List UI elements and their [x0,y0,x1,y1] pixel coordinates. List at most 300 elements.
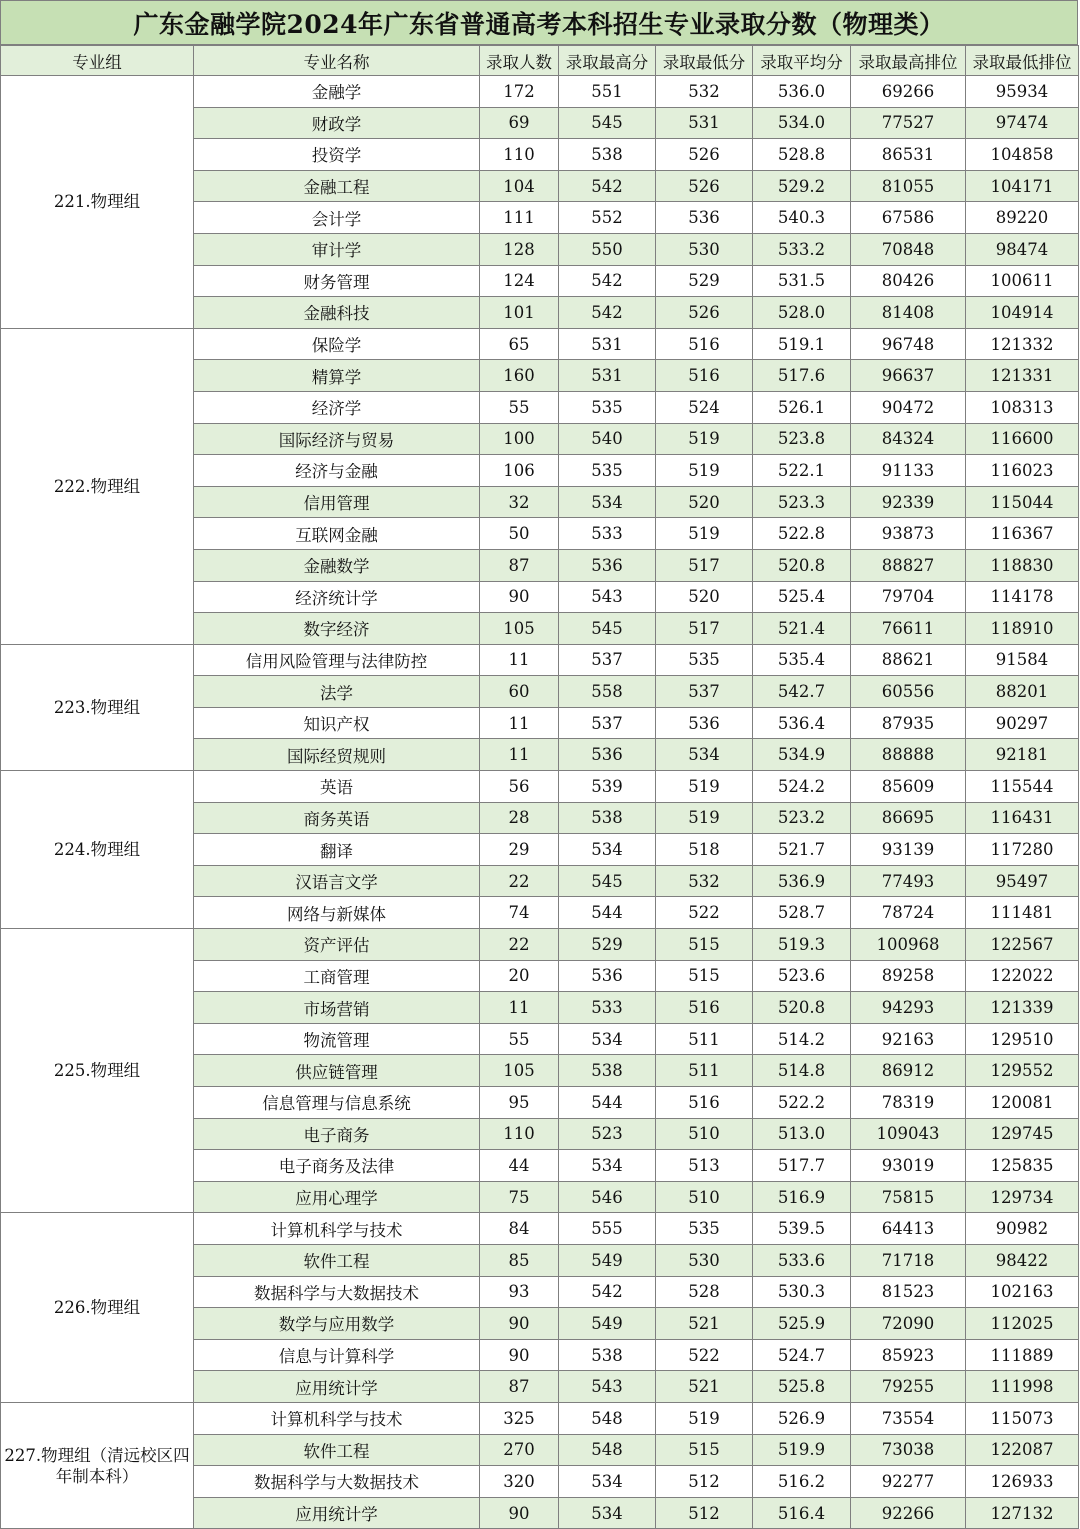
value-cell: 102163 [966,1276,1079,1308]
value-cell: 523 [559,1118,656,1150]
value-cell: 104171 [966,170,1079,202]
value-cell: 93019 [851,1150,966,1182]
major-name-cell: 信息管理与信息系统 [194,1087,480,1119]
major-name-cell: 计算机科学与技术 [194,1402,480,1434]
major-name-cell: 金融科技 [194,297,480,329]
value-cell: 539.5 [753,1213,851,1245]
value-cell: 521.7 [753,834,851,866]
value-cell: 521 [656,1308,753,1340]
value-cell: 542 [559,170,656,202]
value-cell: 97474 [966,107,1079,139]
value-cell: 11 [480,739,559,771]
value-cell: 514.8 [753,1055,851,1087]
value-cell: 116023 [966,455,1079,487]
value-cell: 522.8 [753,518,851,550]
value-cell: 320 [480,1466,559,1498]
value-cell: 510 [656,1181,753,1213]
value-cell: 105 [480,1055,559,1087]
value-cell: 525.4 [753,581,851,613]
value-cell: 531 [559,328,656,360]
value-cell: 519 [656,455,753,487]
value-cell: 526 [656,139,753,171]
major-name-cell: 电子商务 [194,1118,480,1150]
value-cell: 160 [480,360,559,392]
major-name-cell: 金融工程 [194,170,480,202]
major-name-cell: 财政学 [194,107,480,139]
value-cell: 117280 [966,834,1079,866]
value-cell: 515 [656,929,753,961]
value-cell: 518 [656,834,753,866]
value-cell: 530 [656,233,753,265]
value-cell: 535 [656,644,753,676]
value-cell: 71718 [851,1244,966,1276]
value-cell: 549 [559,1308,656,1340]
value-cell: 520 [656,486,753,518]
value-cell: 67586 [851,202,966,234]
major-name-cell: 英语 [194,771,480,803]
value-cell: 93873 [851,518,966,550]
value-cell: 75815 [851,1181,966,1213]
value-cell: 69 [480,107,559,139]
value-cell: 100611 [966,265,1079,297]
value-cell: 96637 [851,360,966,392]
value-cell: 129552 [966,1055,1079,1087]
value-cell: 90297 [966,707,1079,739]
table-row [1,929,1079,961]
value-cell: 521.4 [753,613,851,645]
value-cell: 110 [480,1118,559,1150]
value-cell: 516.2 [753,1466,851,1498]
value-cell: 519 [656,771,753,803]
header-cell: 录取最低分 [656,46,753,76]
value-cell: 533.2 [753,233,851,265]
value-cell: 548 [559,1434,656,1466]
major-name-cell: 资产评估 [194,929,480,961]
major-name-cell: 电子商务及法律 [194,1150,480,1182]
value-cell: 519 [656,518,753,550]
value-cell: 538 [559,1339,656,1371]
value-cell: 550 [559,233,656,265]
major-name-cell: 软件工程 [194,1244,480,1276]
value-cell: 20 [480,960,559,992]
major-name-cell: 网络与新媒体 [194,897,480,929]
value-cell: 126933 [966,1466,1079,1498]
value-cell: 55 [480,391,559,423]
value-cell: 545 [559,107,656,139]
major-name-cell: 金融学 [194,76,480,108]
value-cell: 514.2 [753,1023,851,1055]
value-cell: 536 [656,202,753,234]
value-cell: 531 [559,360,656,392]
value-cell: 512 [656,1466,753,1498]
value-cell: 525.9 [753,1308,851,1340]
value-cell: 172 [480,76,559,108]
value-cell: 116600 [966,423,1079,455]
value-cell: 519.9 [753,1434,851,1466]
group-cell: 224.物理组 [1,771,194,929]
group-cell: 223.物理组 [1,644,194,770]
value-cell: 522 [656,897,753,929]
value-cell: 29 [480,834,559,866]
value-cell: 96748 [851,328,966,360]
value-cell: 542.7 [753,676,851,708]
value-cell: 22 [480,865,559,897]
value-cell: 116431 [966,802,1079,834]
value-cell: 84 [480,1213,559,1245]
value-cell: 522.1 [753,455,851,487]
value-cell: 122087 [966,1434,1079,1466]
value-cell: 90 [480,1497,559,1529]
value-cell: 129734 [966,1181,1079,1213]
value-cell: 93139 [851,834,966,866]
value-cell: 115544 [966,771,1079,803]
value-cell: 531 [656,107,753,139]
value-cell: 558 [559,676,656,708]
value-cell: 519.1 [753,328,851,360]
value-cell: 69266 [851,76,966,108]
value-cell: 534 [559,486,656,518]
major-name-cell: 供应链管理 [194,1055,480,1087]
value-cell: 545 [559,865,656,897]
value-cell: 526 [656,170,753,202]
table-row [1,328,1079,360]
value-cell: 521 [656,1371,753,1403]
value-cell: 121332 [966,328,1079,360]
header-cell: 录取最高排位 [851,46,966,76]
major-name-cell: 软件工程 [194,1434,480,1466]
value-cell: 523.3 [753,486,851,518]
value-cell: 511 [656,1023,753,1055]
value-cell: 79255 [851,1371,966,1403]
value-cell: 104914 [966,297,1079,329]
value-cell: 519 [656,1402,753,1434]
value-cell: 88888 [851,739,966,771]
value-cell: 537 [559,707,656,739]
header-cell: 专业名称 [194,46,480,76]
value-cell: 534 [559,1497,656,1529]
value-cell: 524 [656,391,753,423]
value-cell: 534 [559,834,656,866]
value-cell: 536.4 [753,707,851,739]
major-name-cell: 翻译 [194,834,480,866]
table-row [1,1213,1079,1245]
value-cell: 90982 [966,1213,1079,1245]
value-cell: 85923 [851,1339,966,1371]
value-cell: 77527 [851,107,966,139]
major-name-cell: 经济与金融 [194,455,480,487]
major-name-cell: 法学 [194,676,480,708]
value-cell: 105 [480,613,559,645]
value-cell: 93 [480,1276,559,1308]
value-cell: 95 [480,1087,559,1119]
value-cell: 517.6 [753,360,851,392]
header-row [1,46,1079,76]
value-cell: 109043 [851,1118,966,1150]
value-cell: 79704 [851,581,966,613]
major-name-cell: 国际经济与贸易 [194,423,480,455]
value-cell: 519.3 [753,929,851,961]
value-cell: 517 [656,549,753,581]
major-name-cell: 数据科学与大数据技术 [194,1276,480,1308]
value-cell: 517 [656,613,753,645]
value-cell: 104858 [966,139,1079,171]
value-cell: 121339 [966,992,1079,1024]
value-cell: 512 [656,1497,753,1529]
value-cell: 110 [480,139,559,171]
value-cell: 50 [480,518,559,550]
value-cell: 536 [559,960,656,992]
value-cell: 81408 [851,297,966,329]
value-cell: 118830 [966,549,1079,581]
value-cell: 129510 [966,1023,1079,1055]
major-name-cell: 精算学 [194,360,480,392]
value-cell: 80426 [851,265,966,297]
table-row [1,1402,1079,1434]
value-cell: 534 [559,1150,656,1182]
value-cell: 536.9 [753,865,851,897]
value-cell: 90 [480,1339,559,1371]
major-name-cell: 应用心理学 [194,1181,480,1213]
value-cell: 56 [480,771,559,803]
value-cell: 533 [559,992,656,1024]
value-cell: 543 [559,581,656,613]
value-cell: 535 [656,1213,753,1245]
value-cell: 88621 [851,644,966,676]
value-cell: 76611 [851,613,966,645]
value-cell: 11 [480,992,559,1024]
value-cell: 528.7 [753,897,851,929]
major-name-cell: 国际经贸规则 [194,739,480,771]
value-cell: 523.8 [753,423,851,455]
value-cell: 60 [480,676,559,708]
group-cell: 221.物理组 [1,76,194,329]
value-cell: 529 [656,265,753,297]
value-cell: 115044 [966,486,1079,518]
value-cell: 515 [656,960,753,992]
value-cell: 325 [480,1402,559,1434]
value-cell: 81055 [851,170,966,202]
sheet-title: 广东金融学院2024年广东省普通高考本科招生专业录取分数（物理类） [0,0,1078,45]
value-cell: 92163 [851,1023,966,1055]
value-cell: 64413 [851,1213,966,1245]
value-cell: 11 [480,644,559,676]
value-cell: 114178 [966,581,1079,613]
major-name-cell: 互联网金融 [194,518,480,550]
header-cell: 录取最低排位 [966,46,1079,76]
value-cell: 526.9 [753,1402,851,1434]
value-cell: 538 [559,139,656,171]
value-cell: 90472 [851,391,966,423]
admission-table [0,45,1079,1529]
value-cell: 536 [559,549,656,581]
value-cell: 516 [656,1087,753,1119]
value-cell: 85 [480,1244,559,1276]
value-cell: 101 [480,297,559,329]
value-cell: 129745 [966,1118,1079,1150]
value-cell: 546 [559,1181,656,1213]
value-cell: 542 [559,297,656,329]
header-cell: 专业组 [1,46,194,76]
value-cell: 124 [480,265,559,297]
value-cell: 88827 [851,549,966,581]
value-cell: 77493 [851,865,966,897]
value-cell: 529 [559,929,656,961]
value-cell: 70848 [851,233,966,265]
value-cell: 120081 [966,1087,1079,1119]
value-cell: 540 [559,423,656,455]
group-cell: 226.物理组 [1,1213,194,1403]
value-cell: 85609 [851,771,966,803]
value-cell: 552 [559,202,656,234]
major-name-cell: 汉语言文学 [194,865,480,897]
value-cell: 530.3 [753,1276,851,1308]
value-cell: 73554 [851,1402,966,1434]
value-cell: 90 [480,1308,559,1340]
value-cell: 44 [480,1150,559,1182]
value-cell: 520.8 [753,992,851,1024]
major-name-cell: 商务英语 [194,802,480,834]
value-cell: 513 [656,1150,753,1182]
group-cell: 225.物理组 [1,929,194,1213]
value-cell: 537 [559,644,656,676]
value-cell: 78724 [851,897,966,929]
major-name-cell: 物流管理 [194,1023,480,1055]
group-cell: 227.物理组（清远校区四年制本科） [1,1402,194,1528]
value-cell: 535 [559,391,656,423]
value-cell: 530 [656,1244,753,1276]
value-cell: 92266 [851,1497,966,1529]
value-cell: 81523 [851,1276,966,1308]
value-cell: 112025 [966,1308,1079,1340]
value-cell: 517.7 [753,1150,851,1182]
value-cell: 534.9 [753,739,851,771]
value-cell: 523.6 [753,960,851,992]
value-cell: 32 [480,486,559,518]
value-cell: 108313 [966,391,1079,423]
value-cell: 122567 [966,929,1079,961]
value-cell: 551 [559,76,656,108]
value-cell: 538 [559,802,656,834]
value-cell: 86695 [851,802,966,834]
value-cell: 111 [480,202,559,234]
value-cell: 540.3 [753,202,851,234]
value-cell: 534 [559,1466,656,1498]
value-cell: 78319 [851,1087,966,1119]
value-cell: 536.0 [753,76,851,108]
major-name-cell: 财务管理 [194,265,480,297]
value-cell: 95934 [966,76,1079,108]
value-cell: 522 [656,1339,753,1371]
major-name-cell: 经济统计学 [194,581,480,613]
value-cell: 86531 [851,139,966,171]
value-cell: 542 [559,265,656,297]
value-cell: 523.2 [753,802,851,834]
value-cell: 549 [559,1244,656,1276]
value-cell: 128 [480,233,559,265]
value-cell: 524.2 [753,771,851,803]
value-cell: 73038 [851,1434,966,1466]
value-cell: 11 [480,707,559,739]
value-cell: 22 [480,929,559,961]
value-cell: 95497 [966,865,1079,897]
value-cell: 111889 [966,1339,1079,1371]
value-cell: 92339 [851,486,966,518]
value-cell: 528 [656,1276,753,1308]
value-cell: 111481 [966,897,1079,929]
value-cell: 104 [480,170,559,202]
value-cell: 516 [656,360,753,392]
value-cell: 98422 [966,1244,1079,1276]
value-cell: 86912 [851,1055,966,1087]
value-cell: 89258 [851,960,966,992]
major-name-cell: 信用风险管理与法律防控 [194,644,480,676]
value-cell: 28 [480,802,559,834]
value-cell: 92181 [966,739,1079,771]
major-name-cell: 会计学 [194,202,480,234]
value-cell: 543 [559,1371,656,1403]
value-cell: 545 [559,613,656,645]
value-cell: 515 [656,1434,753,1466]
value-cell: 100968 [851,929,966,961]
table-row [1,76,1079,108]
value-cell: 534 [559,1023,656,1055]
value-cell: 529.2 [753,170,851,202]
major-name-cell: 数字经济 [194,613,480,645]
value-cell: 524.7 [753,1339,851,1371]
major-name-cell: 计算机科学与技术 [194,1213,480,1245]
value-cell: 74 [480,897,559,929]
value-cell: 87 [480,1371,559,1403]
value-cell: 532 [656,76,753,108]
value-cell: 542 [559,1276,656,1308]
value-cell: 537 [656,676,753,708]
value-cell: 60556 [851,676,966,708]
value-cell: 519 [656,802,753,834]
major-name-cell: 应用统计学 [194,1497,480,1529]
value-cell: 533 [559,518,656,550]
value-cell: 125835 [966,1150,1079,1182]
value-cell: 516 [656,992,753,1024]
major-name-cell: 数据科学与大数据技术 [194,1466,480,1498]
major-name-cell: 工商管理 [194,960,480,992]
value-cell: 516 [656,328,753,360]
value-cell: 121331 [966,360,1079,392]
value-cell: 65 [480,328,559,360]
value-cell: 90 [480,581,559,613]
value-cell: 520.8 [753,549,851,581]
value-cell: 91584 [966,644,1079,676]
header-cell: 录取人数 [480,46,559,76]
value-cell: 526.1 [753,391,851,423]
value-cell: 536 [656,707,753,739]
value-cell: 100 [480,423,559,455]
value-cell: 511 [656,1055,753,1087]
value-cell: 536 [559,739,656,771]
value-cell: 98474 [966,233,1079,265]
major-name-cell: 金融数学 [194,549,480,581]
value-cell: 538 [559,1055,656,1087]
value-cell: 88201 [966,676,1079,708]
value-cell: 535 [559,455,656,487]
value-cell: 92277 [851,1466,966,1498]
header-cell: 录取平均分 [753,46,851,76]
value-cell: 532 [656,865,753,897]
value-cell: 87935 [851,707,966,739]
value-cell: 72090 [851,1308,966,1340]
major-name-cell: 经济学 [194,391,480,423]
value-cell: 111998 [966,1371,1079,1403]
value-cell: 548 [559,1402,656,1434]
